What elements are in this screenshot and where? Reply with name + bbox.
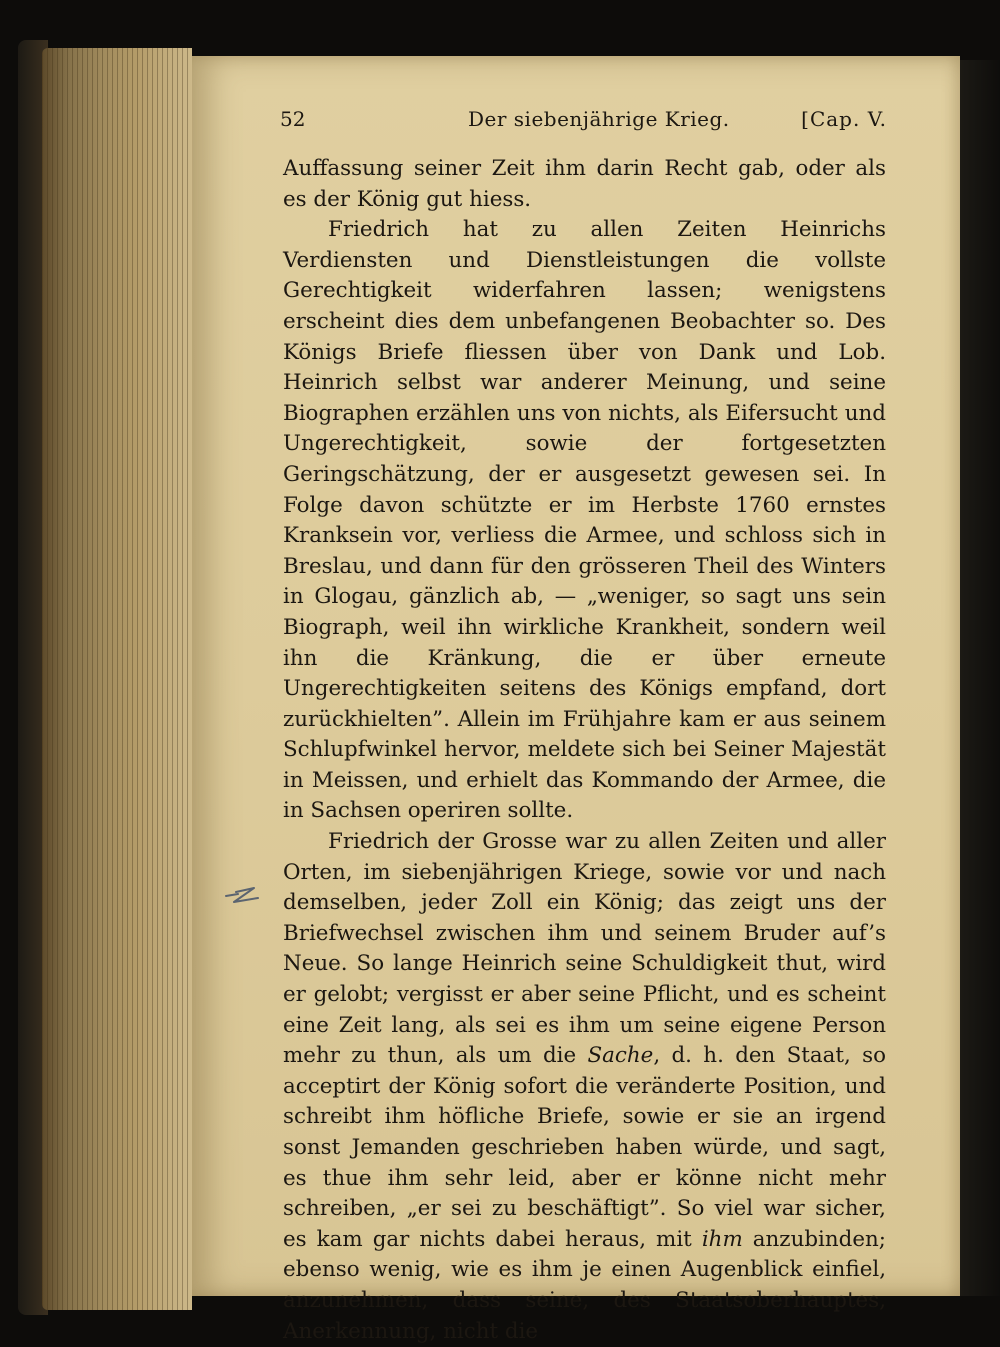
paragraph-2: Friedrich hat zu allen Zeiten Heinrichs Verdiensten und Dienstleistungen die vollste Gerechtigkeit widerfahren lassen; wenigstens erscheint dies dem unbefangenen Beobachter so. Des Königs Briefe fliessen über von Dank und Lob. Heinrich selbst war anderer Meinung, und seine Biographen erzählen uns von nichts, als Eifersucht und Ungerechtigkeit, sowie der fortgesetzten Geringschätzung, der er ausgesetzt gewesen sei. In Folge davon schützte er im Herbste 1760 ernstes Kranksein vor, verliess die Armee, und schloss sich in Breslau, und dann für den grösseren Theil des Winters in Glogau, gänzlich ab, — „weniger, so sagt uns sein Biograph, weil ihn wirkliche Krankheit, sondern weil ihn die Kränkung, die er über erneute Ungerechtigkeiten seitens des Königs empfand, dort zurückhielten”. Allein im Frühjahre kam er aus seinem Schlupfwinkel hervor, meldete sich bei Seiner Majestät in Meissen, und erhielt das Kommando der Armee, die in Sachsen operiren sollte. (283, 217, 886, 824)
running-title: Der siebenjährige Krieg. (468, 107, 730, 131)
running-header (280, 107, 887, 141)
paragraph-1: Auffassung seiner Zeit ihm darin Recht gab, oder als es der König gut hiess. (283, 156, 886, 212)
emphasis-ihm: ihm (701, 1226, 743, 1252)
body-text (283, 154, 886, 1347)
chapter-label: [Cap. V. (801, 107, 887, 131)
pencil-margin-mark (224, 884, 272, 908)
paragraph-3-part-3: anzubinden; ebenso wenig, wie es ihm je einen Augenblick einfiel, anzunehmen, dass seine, des Staatsoberhauptes, Anerkennung, nicht die (283, 1226, 886, 1344)
paragraph-3-part-2: , d. h. den Staat, so acceptirt der König sofort die veränderte Position, und schreibt ihm höfliche Briefe, sowie er sie an irgend sonst Jemanden geschrieben haben würde, und sagt, es thue ihm sehr leid, aber er könne nicht mehr schreiben, „er sei zu beschäftigt”. So viel war sicher, es kam gar nichts dabei heraus, mit (283, 1043, 886, 1252)
emphasis-sache: Sache (587, 1043, 654, 1069)
paragraph-3 (283, 827, 886, 1347)
facing-page-edge (960, 60, 1000, 1296)
page-stack-edge (42, 48, 192, 1310)
page-number: 52 (280, 107, 306, 131)
paragraph-3-part-1: Friedrich der Grosse war zu allen Zeiten und aller Orten, im siebenjährigen Kriege, sowie vor und nach demselben, jeder Zoll ein König; das zeigt uns der Briefwechsel zwischen ihm und seinem Bruder auf’s Neue. So lange Heinrich seine Schuldigkeit thut, wird er gelobt; vergisst er aber seine Pflicht, und es scheint eine Zeit lang, als sei es ihm um seine eigene Person mehr zu thun, als um die (283, 829, 886, 1069)
